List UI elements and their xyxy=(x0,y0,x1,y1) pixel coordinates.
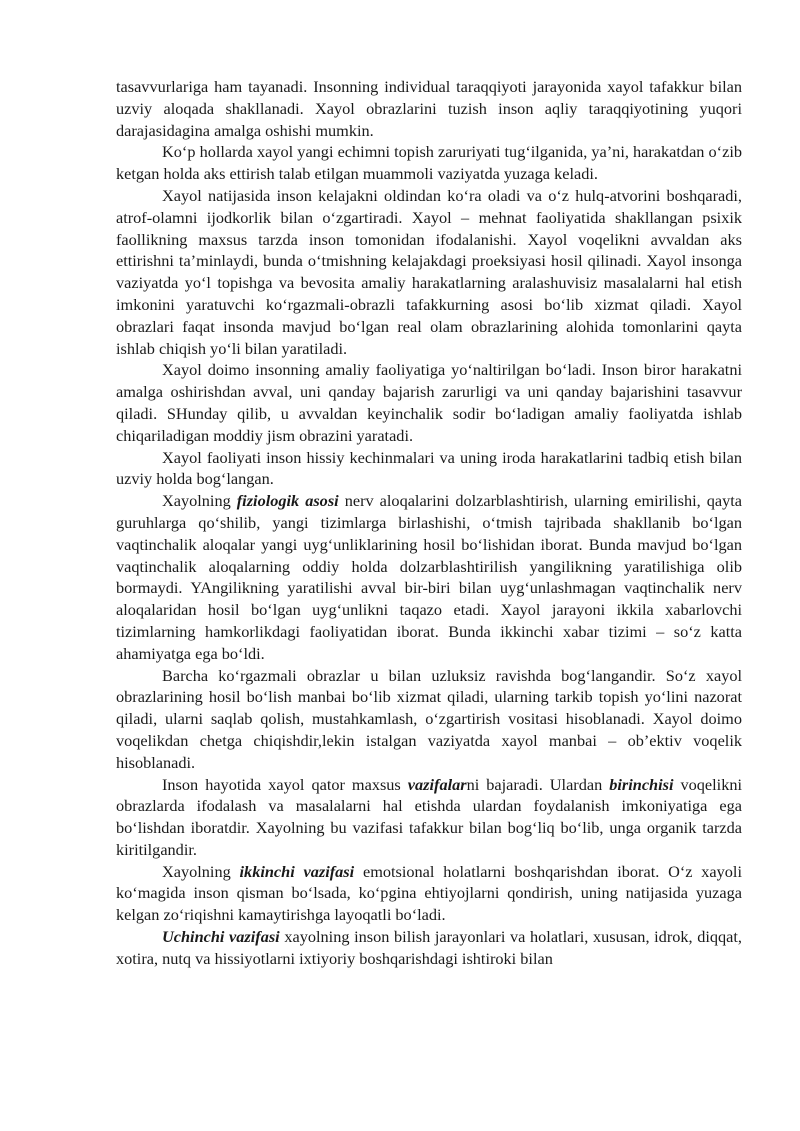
paragraph xyxy=(116,185,742,359)
paragraph xyxy=(116,861,742,926)
emphasized-term: vazifalar xyxy=(407,774,467,794)
paragraph xyxy=(116,665,742,774)
paragraph-text: Xayol faoliyati inson hissiy kechinmalari va uning iroda harakatlarini tadbiq etish bilan uzviy holda bog‘langan. xyxy=(116,447,742,489)
emphasized-term: birinchisi xyxy=(609,774,674,794)
emphasized-term: fiziologik asosi xyxy=(236,491,339,511)
paragraph-text: Inson hayotida xayol qator maxsus xyxy=(162,774,408,794)
paragraph xyxy=(116,76,742,141)
paragraph xyxy=(116,447,742,491)
paragraph-text: Xayolning xyxy=(162,491,237,511)
paragraph xyxy=(116,490,742,664)
document-page xyxy=(116,76,742,970)
paragraph-text: voqelikni obrazlarda ifodalash va masalalarni hal etishda ulardan foydalanish imkoniyatiga ega bo‘lishdan iboratdir. Xayolning bu vazifasi tafakkur bilan bog‘liq bo‘lib, unga organik tarzda kiritilgandir. xyxy=(116,774,743,859)
paragraph-text: xayolning inson bilish jarayonlari va holatlari, xususan, idrok, diqqat, xotira, nutq va hissiyotlarni ixtiyoriy boshqarishdagi ishtiroki bilan xyxy=(116,927,742,968)
emphasized-term: ikkinchi vazifasi xyxy=(239,861,355,881)
paragraph xyxy=(116,926,742,970)
paragraph-text: emotsional holatlarni boshqarishdan iborat. O‘z xayoli ko‘magida inson qisman bo‘lsada, ko‘pgina ehtiyojlarni qondirish, uning natijasida yuzaga kelgan zo‘riqishni kamaytirishga layoqatli bo‘ladi. xyxy=(116,861,742,925)
paragraph-text: nerv aloqalarini dolzarblashtirish, ularning emirilishi, qayta guruhlarga qo‘shilib, yangi tizimlarga birlashishi, o‘tmish tajribada shakllanib bo‘lgan vaqtinchalik aloqalar yangi uyg‘unliklarining hosil bo‘lishidan iborat. Bunda mavjud bo‘lgan vaqtinchalik aloqalarning oddiy holda dolzarblashtirilish yangilikning yaratilishiga olib bormaydi. YAngilikning yaratilishi avval bir-biri bilan uyg‘unlashmagan vaqtinchalik nerv aloqalaridan hosil bo‘lgan uyg‘unlikni taqazo etadi. Xayol jarayoni ikkila xabarlovchi tizimlarning hamkorlikdagi faoliyatidan iborat. Bunda ikkinchi xabar tizimi – so‘z katta ahamiyatga ega bo‘ldi. xyxy=(116,491,742,663)
paragraph-text: Ko‘p hollarda xayol yangi echimni topish zaruriyati tug‘ilganida, ya’ni, harakatdan o‘zib ketgan holda aks ettirish talab etilgan muammoli vaziyatda yuzaga keladi. xyxy=(116,142,742,184)
paragraph-text: Xayolning xyxy=(162,861,240,881)
paragraph-text: Barcha ko‘rgazmali obrazlar u bilan uzluksiz ravishda bog‘langandir. So‘z xayol obrazlarining hosil bo‘lish manbai bo‘lib xizmat qiladi, ularning tarkib topish yo‘lini nazorat qiladi, ularni saqlab qolish, mustahkamlash, o‘zgartirish vositasi hisoblanadi. Xayol doimo voqelikdan chetga chiqishdir,lekin istalgan vaziyatda xayol manbai – ob’ektiv voqelik hisoblanadi. xyxy=(116,665,742,772)
paragraph xyxy=(116,141,742,185)
paragraph-text: tasavvurlariga ham tayanadi. Insonning individual taraqqiyoti jarayonida xayol tafakkur bilan uzviy aloqada shakllanadi. Xayol obrazlarini tuzish inson aqliy taraqqiyotining yuqori darajasidagina amalga oshishi mumkin. xyxy=(116,77,742,140)
paragraph-text: ni bajaradi. Ulardan xyxy=(466,774,610,794)
emphasized-term: Uchinchi vazifasi xyxy=(162,927,280,947)
paragraph xyxy=(116,774,742,861)
paragraph xyxy=(116,359,742,446)
paragraph-text: Xayol doimo insonning amaliy faoliyatiga yo‘naltirilgan bo‘ladi. Inson biror harakatni amalga oshirishdan avval, uni qanday bajarish zarurligi va uni qanday bajarishini tasavvur qiladi. SHunday qilib, u avvaldan keyinchalik sodir bo‘ladigan amaliy faoliyatda ishlab chiqariladigan moddiy jism obrazini yaratadi. xyxy=(116,360,742,445)
paragraph-text: Xayol natijasida inson kelajakni oldindan ko‘ra oladi va o‘z hulq-atvorini boshqaradi, atrof-olamni ijodkorlik bilan o‘zgartiradi. Xayol – mehnat faoliyatida shakllangan psixik faollikning maxsus tarzda inson tomonidan ifodalanishi. Xayol voqelikni avvaldan aks ettirishni ta’minlaydi, bunda o‘tmishning kelajakdagi proeksiyasi hosil qilinadi. Xayol insonga vaziyatda yo‘l topishga va bevosita amaliy harakatlarning aralashuvisiz masalalarni hal etish imkonini yaratuvchi ko‘rgazmali-obrazli tafakkurning asosi bo‘lib xizmat qiladi. Xayol obrazlari faqat insonda mavjud bo‘lgan real olam obrazlarining alohida tomonlarini qayta ishlab chiqish yo‘li bilan yaratiladi. xyxy=(116,185,742,358)
